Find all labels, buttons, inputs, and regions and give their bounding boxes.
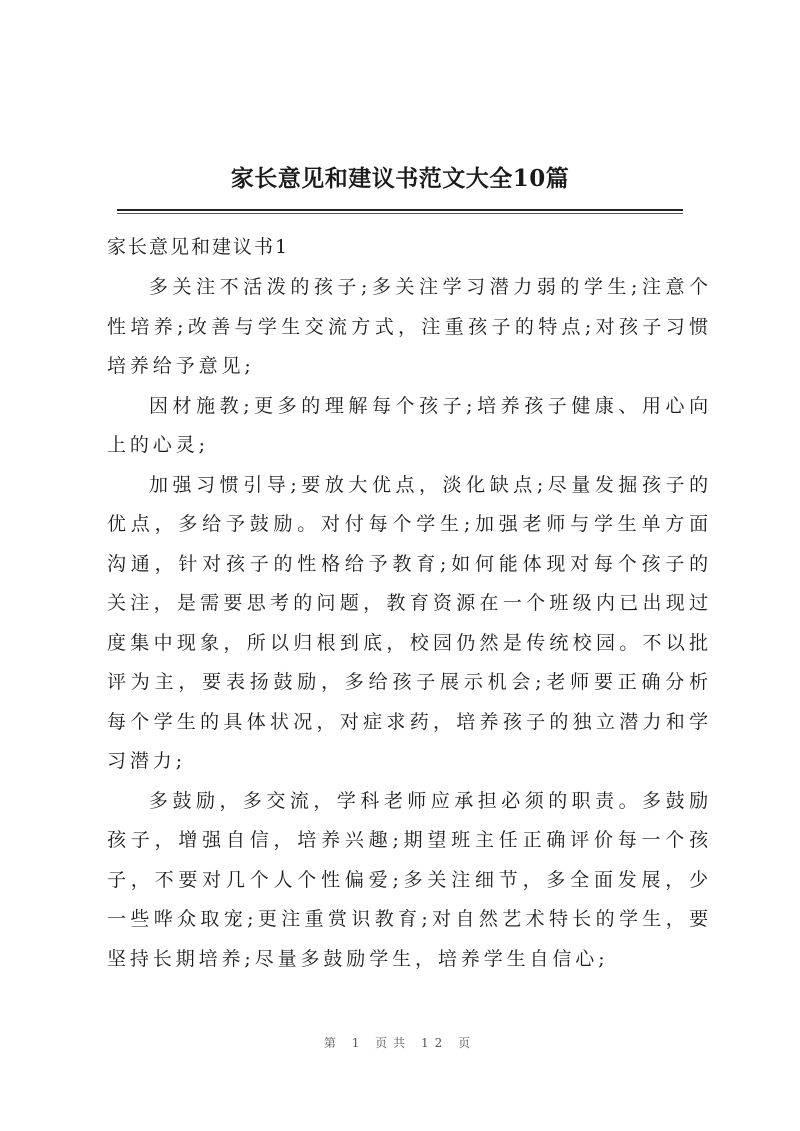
paragraph: 多鼓励，多交流，学科老师应承担必须的职责。多鼓励孩子，增强自信，培养兴趣;期望班主任正确评价每一个孩子，不要对几个人个性偏爱;多关注细节，多全面发展，少一些哗众取宠;更注重赏识教育;对自然艺术特长的学生，要坚持长期培养;尽量多鼓励学生，培养学生自信心; bbox=[107, 789, 712, 970]
title-divider bbox=[117, 209, 683, 211]
document-body bbox=[107, 268, 712, 979]
section-heading: 家长意见和建议书1 bbox=[107, 236, 290, 258]
paragraph: 多关注不活泼的孩子;多关注学习潜力弱的学生;注意个性培养;改善与学生交流方式，注重孩子的特点;对孩子习惯培养给予意见; bbox=[107, 276, 712, 377]
document-title: 家长意见和建议书范文大全10篇 bbox=[230, 165, 570, 192]
title-divider-thin bbox=[117, 213, 683, 214]
footer-prefix: 第 bbox=[323, 1036, 342, 1050]
footer-suffix: 页 bbox=[458, 1036, 477, 1050]
paragraph: 加强习惯引导;要放大优点，淡化缺点;尽量发掘孩子的优点，多给予鼓励。对付每个学生;加强老师与学生单方面沟通，针对孩子的性格给予教育;如何能体现对每个孩子的关注，是需要思考的问题，教育资源在一个班级内已出现过度集中现象，所以归根到底，校园仍然是传统校园。不以批评为主，要表扬鼓励，多给孩子展示机会;老师要正确分析每个学生的具体状况，对症求药，培养孩子的独立潜力和学习潜力; bbox=[107, 473, 712, 772]
paragraph: 因材施教;更多的理解每个孩子;培养孩子健康、用心向上的心灵; bbox=[107, 394, 712, 456]
page-footer bbox=[0, 1034, 800, 1051]
footer-page-number: 1 bbox=[351, 1036, 366, 1050]
footer-mid: 页共 bbox=[375, 1036, 412, 1050]
footer-total-pages: 12 bbox=[421, 1036, 449, 1050]
